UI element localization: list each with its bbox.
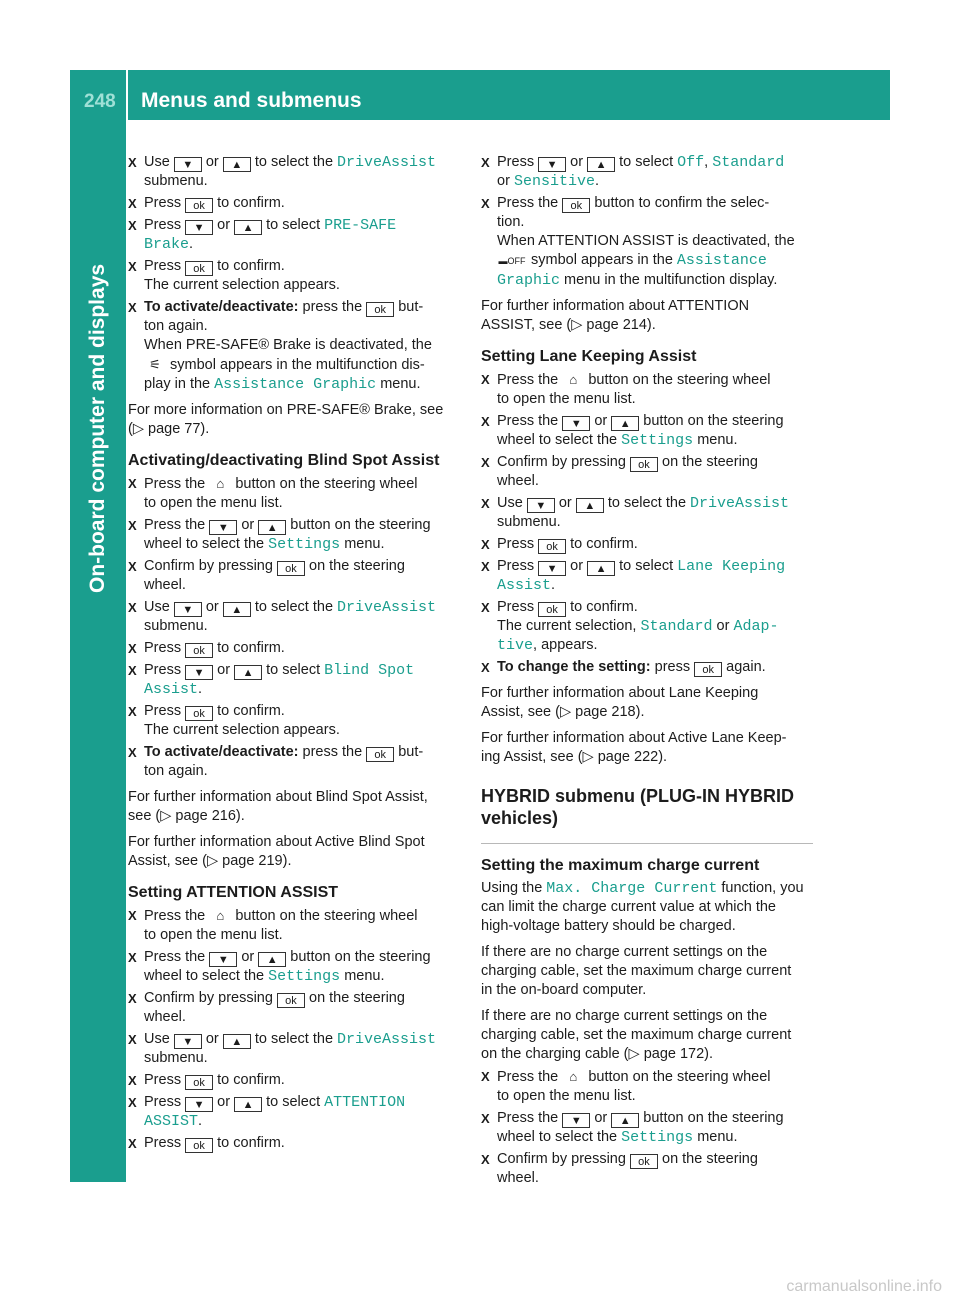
bullet-icon: X [128, 196, 137, 211]
list-item: X Confirm by pressing ok on the steering wheel. [128, 558, 405, 593]
up-key-icon: ▲ [234, 1097, 262, 1112]
ok-key-icon: ok [694, 662, 722, 677]
list-item: X Press ok to confirm. [128, 1135, 285, 1152]
menu-term: DriveAssist [337, 1031, 437, 1048]
paragraph: Using the Max. Charge Current function, you can limit the charge current value at which the high-voltage battery should be charged. [481, 880, 804, 934]
ok-key-icon: ok [366, 747, 394, 762]
bullet-icon: X [128, 600, 137, 615]
bullet-icon: X [128, 1095, 137, 1110]
menu-term: Off [677, 154, 705, 171]
list-item: X Confirm by pressing ok on the steering wheel. [128, 990, 405, 1025]
ok-key-icon: ok [185, 198, 213, 213]
list-item: X Press ok to confirm. The current selection, Standard or Adap‐ tive, appears. [481, 599, 779, 654]
menu-term: Sensitive [513, 173, 595, 190]
down-key-icon: ▼ [174, 157, 202, 172]
bullet-icon: X [128, 518, 137, 533]
list-item: X Press the ⌂ button on the steering wheel to open the menu list. [481, 372, 771, 407]
list-item: X Confirm by pressing ok on the steering wheel. [481, 1151, 758, 1186]
list-item: X Press the ▼ or ▲ button on the steering wheel to select the Settings menu. [128, 517, 431, 553]
list-item: X Press the ok button to confirm the selec- tion. When ATTENTION ASSIST is deactivated, the ▬OFF symbol appears in the Assistance Graphic menu in the multifunction display. [481, 195, 795, 289]
page-number: 248 [84, 91, 116, 112]
up-key-icon: ▲ [587, 561, 615, 576]
bullet-icon: X [128, 1032, 137, 1047]
ok-key-icon: ok [630, 457, 658, 472]
ok-key-icon: ok [185, 1075, 213, 1090]
menu-term: Settings [268, 536, 341, 553]
up-key-icon: ▲ [576, 498, 604, 513]
menu-term: ATTENTION [324, 1094, 406, 1111]
home-icon: ⌂ [569, 372, 578, 387]
ok-key-icon: ok [630, 1154, 658, 1169]
down-key-icon: ▼ [185, 1097, 213, 1112]
down-key-icon: ▼ [562, 1113, 590, 1128]
list-item: X Press ok to confirm. [481, 536, 638, 553]
menu-term: Assist [144, 681, 199, 698]
bullet-icon: X [481, 559, 490, 574]
up-key-icon: ▲ [587, 157, 615, 172]
ok-key-icon: ok [185, 261, 213, 276]
ok-key-icon: ok [366, 302, 394, 317]
menu-term: DriveAssist [690, 495, 790, 512]
list-item: X Press ▼ or ▲ to select PRE-SAFE Brake. [128, 217, 397, 253]
bullet-icon: X [128, 950, 137, 965]
up-key-icon: ▲ [223, 602, 251, 617]
ok-key-icon: ok [185, 643, 213, 658]
up-key-icon: ▲ [223, 157, 251, 172]
left-column [128, 150, 460, 1153]
list-item: X To activate/deactivate: press the ok but- ton again. [128, 744, 424, 779]
bullet-icon: X [481, 372, 490, 387]
list-item: X Confirm by pressing ok on the steering wheel. [481, 454, 758, 489]
section-heading: Setting Lane Keeping Assist [481, 348, 697, 365]
up-key-icon: ▲ [611, 1113, 639, 1128]
down-key-icon: ▼ [174, 602, 202, 617]
bullet-icon: X [128, 259, 137, 274]
menu-term: ASSIST [144, 1113, 199, 1130]
bullet-icon: X [481, 1111, 490, 1126]
list-item: X Press the ▼ or ▲ button on the steering wheel to select the Settings menu. [481, 1110, 784, 1146]
section-side-label: On-board computer and displays [86, 263, 109, 593]
list-item: X To activate/deactivate: press the ok but- ton again. When PRE-SAFE® Brake is deactivated, the ⚟ symbol appears in the multifunction dis- play in the Assistance Graphic menu. [128, 299, 432, 393]
down-key-icon: ▼ [538, 157, 566, 172]
bullet-icon: X [481, 455, 490, 470]
watermark: carmanualsonline.info [786, 1278, 942, 1295]
ok-key-icon: ok [538, 539, 566, 554]
bullet-icon: X [128, 745, 137, 760]
side-tab-marker [70, 1152, 126, 1182]
paragraph: For further information about Lane Keeping Assist, see (▷ page 218). [481, 685, 759, 720]
bullet-icon: X [128, 476, 137, 491]
menu-term: Assist [497, 577, 552, 594]
list-item: X Press ok to confirm. [128, 195, 285, 212]
bullet-icon: X [481, 496, 490, 511]
bullet-icon: X [481, 155, 490, 170]
down-key-icon: ▼ [174, 1034, 202, 1049]
list-item: X Press ▼ or ▲ to select Blind Spot Assist. [128, 662, 415, 698]
page-title: Menus and submenus [141, 89, 362, 112]
paragraph: If there are no charge current settings on the charging cable, set the maximum charge current in the on-board computer. [481, 944, 792, 998]
chapter-heading: HYBRID submenu (PLUG-IN HYBRID vehicles) [481, 785, 813, 844]
list-item: X Press the ▼ or ▲ button on the steering wheel to select the Settings menu. [128, 949, 431, 985]
menu-term: Max. Charge Current [546, 880, 718, 897]
paragraph: For further information about Active Blind Spot Assist, see (▷ page 219). [128, 834, 425, 869]
list-item: X Press ok to confirm. The current selection appears. [128, 258, 340, 293]
down-key-icon: ▼ [185, 220, 213, 235]
up-key-icon: ▲ [611, 416, 639, 431]
ok-key-icon: ok [185, 1138, 213, 1153]
list-item: X Press ▼ or ▲ to select Off, Standard or Sensitive. [481, 154, 785, 190]
paragraph: For further information about Active Lane Keep- ing Assist, see (▷ page 222). [481, 730, 787, 765]
down-key-icon: ▼ [538, 561, 566, 576]
menu-term: Brake [144, 236, 190, 253]
home-icon: ⌂ [569, 1069, 578, 1084]
bullet-icon: X [128, 704, 137, 719]
menu-term: tive [497, 637, 534, 654]
ok-key-icon: ok [277, 993, 305, 1008]
menu-term: DriveAssist [337, 599, 437, 616]
list-item: X Use ▼ or ▲ to select the DriveAssist submenu. [128, 599, 437, 634]
paragraph: If there are no charge current settings on the charging cable, set the maximum charge current on the charging cable (▷ page 172). [481, 1008, 792, 1062]
menu-term: Settings [268, 968, 341, 985]
menu-term: Settings [621, 1129, 694, 1146]
bullet-icon: X [128, 300, 137, 315]
up-key-icon: ▲ [258, 520, 286, 535]
bullet-icon: X [128, 218, 137, 233]
attention-off-icon: ▬OFF [498, 256, 526, 266]
home-icon: ⌂ [216, 908, 225, 923]
bullet-icon: X [128, 908, 137, 923]
bullet-icon: X [128, 1073, 137, 1088]
ok-key-icon: ok [185, 706, 213, 721]
bullet-icon: X [481, 1152, 490, 1167]
section-heading: Setting ATTENTION ASSIST [128, 884, 339, 901]
list-item: X Press the ⌂ button on the steering wheel to open the menu list. [128, 476, 418, 511]
bullet-icon: X [128, 559, 137, 574]
header-divider [126, 70, 128, 120]
down-key-icon: ▼ [527, 498, 555, 513]
up-key-icon: ▲ [223, 1034, 251, 1049]
menu-term: Graphic [497, 272, 561, 289]
menu-term: Standard [640, 618, 713, 635]
pre-safe-off-icon: ⚟ [149, 357, 161, 372]
list-item: X Press ok to confirm. [128, 1072, 285, 1089]
bullet-icon: X [481, 600, 490, 615]
menu-term: Adap‐ [733, 618, 779, 635]
ok-key-icon: ok [562, 198, 590, 213]
up-key-icon: ▲ [258, 952, 286, 967]
paragraph: For further information about ATTENTION ASSIST, see (▷ page 214). [481, 298, 750, 333]
bullet-icon: X [128, 663, 137, 678]
list-item: X Press the ⌂ button on the steering wheel to open the menu list. [481, 1069, 771, 1104]
bullet-icon: X [128, 155, 137, 170]
up-key-icon: ▲ [234, 220, 262, 235]
down-key-icon: ▼ [185, 665, 213, 680]
bullet-icon: X [481, 196, 490, 211]
section-heading: Activating/deactivating Blind Spot Assist [128, 452, 440, 469]
paragraph: For further information about Blind Spot Assist, see (▷ page 216). [128, 789, 428, 824]
list-item: X Use ▼ or ▲ to select the DriveAssist submenu. [481, 495, 790, 530]
bullet-icon: X [481, 414, 490, 429]
bullet-icon: X [128, 1136, 137, 1151]
menu-term: Assistance [676, 252, 767, 269]
down-key-icon: ▼ [562, 416, 590, 431]
list-item: X Press the ▼ or ▲ button on the steering wheel to select the Settings menu. [481, 413, 784, 449]
up-key-icon: ▲ [234, 665, 262, 680]
list-item: X Press ok to confirm. [128, 640, 285, 657]
list-item: X To change the setting: press ok again. [481, 659, 766, 676]
ok-key-icon: ok [538, 602, 566, 617]
down-key-icon: ▼ [209, 520, 237, 535]
list-item: X Press the ⌂ button on the steering wheel to open the menu list. [128, 908, 418, 943]
menu-term: Assistance Graphic [214, 376, 377, 393]
list-item: X Use ▼ or ▲ to select the DriveAssist submenu. [128, 1031, 437, 1066]
down-key-icon: ▼ [209, 952, 237, 967]
page-header [70, 70, 890, 120]
bullet-icon: X [481, 1069, 490, 1084]
menu-term: Blind Spot [324, 662, 415, 679]
paragraph: For more information on PRE-SAFE® Brake, see (▷ page 77). [128, 402, 444, 437]
list-item: X Press ok to confirm. The current selection appears. [128, 703, 340, 738]
bullet-icon: X [128, 641, 137, 656]
list-item: X Press ▼ or ▲ to select ATTENTION ASSIST. [128, 1094, 406, 1130]
bullet-icon: X [481, 537, 490, 552]
right-column [481, 150, 813, 1188]
menu-term: DriveAssist [337, 154, 437, 171]
menu-term: Settings [621, 432, 694, 449]
ok-key-icon: ok [277, 561, 305, 576]
bullet-icon: X [128, 991, 137, 1006]
list-item: X Use ▼ or ▲ to select the DriveAssist submenu. [128, 154, 437, 189]
section-heading: Setting the maximum charge current [481, 857, 760, 874]
menu-term: Lane Keeping [677, 558, 786, 575]
home-icon: ⌂ [216, 476, 225, 491]
menu-term: PRE-SAFE [324, 217, 397, 234]
bullet-icon: X [481, 660, 490, 675]
menu-term: Standard [712, 154, 785, 171]
list-item: X Press ▼ or ▲ to select Lane Keeping Assist. [481, 558, 786, 594]
